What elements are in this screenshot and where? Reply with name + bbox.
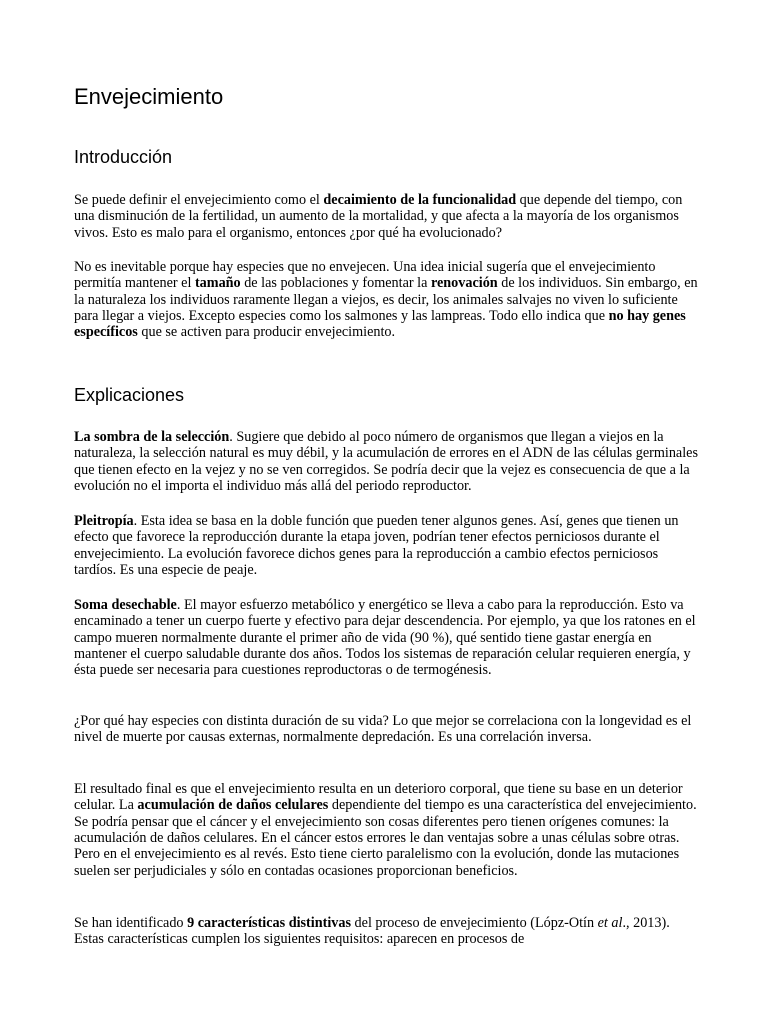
section-heading-introduccion: Introducción <box>74 147 173 167</box>
paragraph-pleitropia <box>74 513 698 578</box>
bold-term: La sombra de la selección <box>74 429 230 445</box>
bold-term: Soma desechable <box>74 597 177 613</box>
bold-term: tamaño <box>194 275 241 292</box>
text-run: Se han identificado <box>74 915 188 931</box>
text-run: del proceso de envejecimiento (Lópz-Otín <box>351 915 598 931</box>
text-run: Se puede definir el envejecimiento como el <box>74 192 324 208</box>
text-run: . Esta idea se basa en la doble función que pueden tener algunos genes. Así, genes que tienen un efecto que favorece la reproducción durante la etapa joven, podrían tener efectos perniciosos durante el envejecimiento. La evolución favorece dichos genes para la reproducción a cambio efectos perniciosos tardíos. Es una especie de peaje. <box>74 513 679 579</box>
text-run: que depende del tiempo, con una disminución de la fertilidad, un aumento de la mortalidad, y que afecta a la mayoría de los organismos vivos. Esto es malo para el organismo, entonces ¿por qué ha evolucionado? <box>74 192 683 241</box>
text-run: ., 2013). Estas características cumplen los siguientes requisitos: aparecen en procesos de <box>74 915 670 948</box>
text-run: que se activen para producir envejecimiento. <box>137 324 396 341</box>
paragraph-not-inevitable <box>74 259 698 341</box>
text-run: de las poblaciones y fomentar la <box>240 275 431 292</box>
bold-term: no hay genes específicos <box>74 308 686 341</box>
bold-term: acumulación de daños celulares <box>137 797 329 814</box>
bold-term: Pleitropía <box>74 513 134 529</box>
section-heading-explicaciones: Explicaciones <box>74 385 185 405</box>
text-run: . Sugiere que debido al poco número de organismos que llegan a viejos en la naturaleza, la selección natural es muy débil, y la acumulación de errores en el ADN de las células germinales que tienen efecto en la vejez y no se ven corregidos. Se podría decir que la vejez es consecuencia de que a la evolución no el importa el individuo más allá del periodo reproductor. <box>74 429 698 495</box>
text-run: No es inevitable porque hay especies que no envejecen. Una idea inicial sugería que el envejecimiento permitía mantener el <box>74 259 656 292</box>
text-run: . El mayor esfuerzo metabólico y energético se lleva a cabo para la reproducción. Esto va encaminado a tener un cuerpo fuerte y efectivo para dejar descendencia. Por ejemplo, ya que los ratones en el campo mueren normalmente durante el primer año de vida (90 %), qué sentido tiene gastar energía en mantener el cuerpo saludable durante dos años. Todos los sistemas de reparación celular requieren energía, y ésta puede ser necesaria para cuestiones reproductoras o de termogénesis. <box>74 597 696 679</box>
paragraph-definition <box>74 192 698 241</box>
text-run: dependiente del tiempo es una característica del envejecimiento. Se podría pensar que el cáncer y el envejecimiento son cosas diferentes pero tienen orígenes comunes: la acumulación de daños celulares. En el cáncer estos errores le dan ventajas sobre a unas células sobre otras. Pero en el envejecimiento es al revés. Esto tiene cierto paralelismo con la evolución, donde las mutaciones suelen ser perjudiciales y sólo en contadas ocasiones proporcionan beneficios. <box>74 797 697 879</box>
paragraph-caracteristicas <box>74 915 698 948</box>
paragraph-sombra-seleccion <box>74 429 698 494</box>
bold-term: 9 características distintivas <box>187 915 351 931</box>
text-run: El resultado final es que el envejecimiento resulta en un deterioro corporal, que tiene su base en un deterior celular. La <box>74 781 683 814</box>
bold-term: renovación <box>430 275 498 292</box>
text-run: de los individuos. Sin embargo, en la naturaleza los individuos raramente llegan a viejos, es decir, los animales salvajes no viven lo suficiente para llegar a viejos. Excepto especies como los salmones y las lampreas. Todo ello indica que <box>74 275 698 325</box>
document-title: Envejecimiento <box>74 84 224 109</box>
paragraph-resultado-final <box>74 781 698 879</box>
bold-term: decaimiento de la funcionalidad <box>323 192 517 208</box>
paragraph-soma-desechable <box>74 597 698 679</box>
paragraph-duracion-vida <box>74 713 698 746</box>
text-run: ¿Por qué hay especies con distinta duración de su vida? Lo que mejor se correlaciona con la longevidad es el nivel de muerte por causas externas, normalmente depredación. Es una correlación inversa. <box>74 713 692 746</box>
italic-term: et al <box>597 915 623 931</box>
